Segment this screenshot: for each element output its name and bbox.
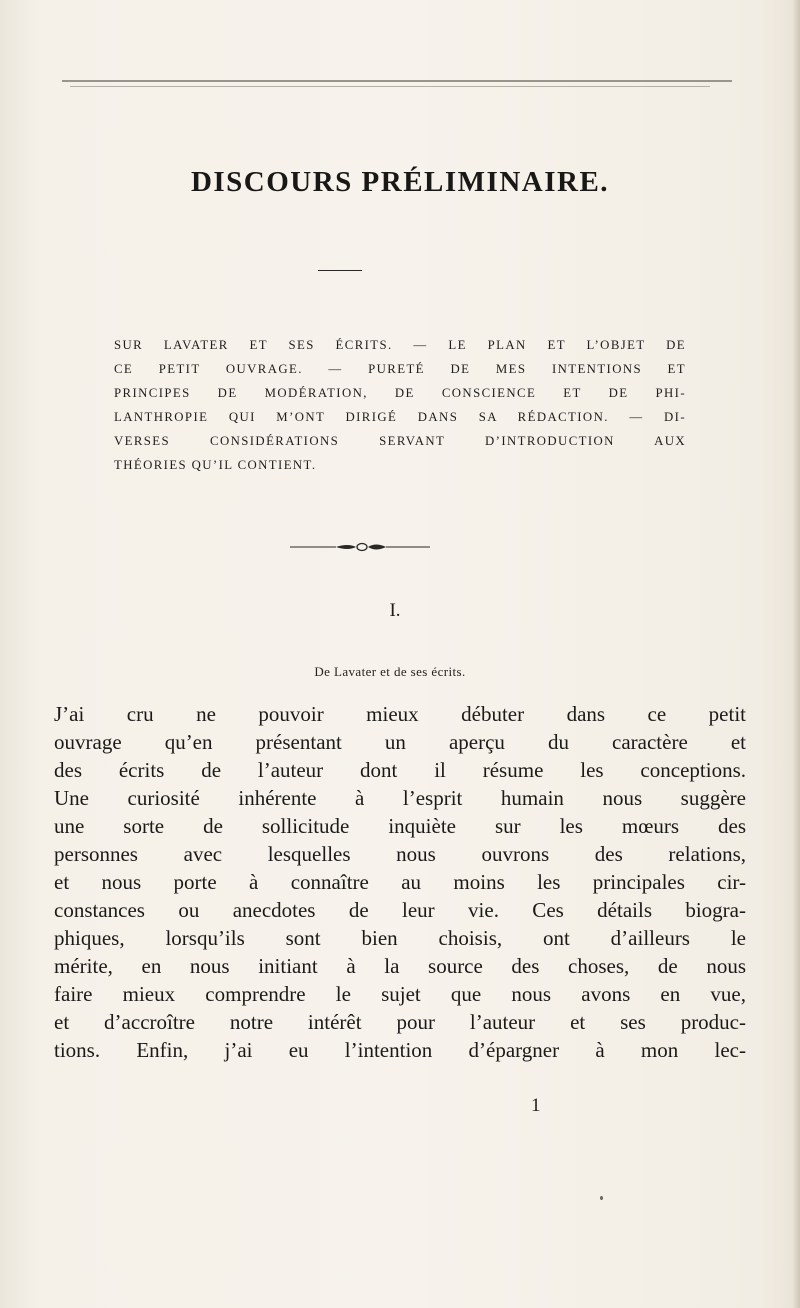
summary-line: LANTHROPIE QUI M’ONT DIRIGÉ DANS SA RÉDACTION. — DI-: [114, 410, 686, 424]
section-number: I.: [389, 600, 401, 621]
body-text-line: et d’accroître notre intérêt pour l’auteur et ses produc-: [54, 1010, 746, 1034]
summary-line: SUR LAVATER ET SES ÉCRITS. — LE PLAN ET L’OBJET DE: [114, 338, 686, 352]
body-text-line: et nous porte à connaître au moins les principales cir-: [54, 870, 746, 894]
header-double-rule-inner: [70, 86, 710, 87]
body-text-line: tions. Enfin, j’ai eu l’intention d’épargner à mon lec-: [54, 1038, 746, 1062]
ornament-divider: [290, 540, 430, 554]
body-text-line: constances ou anecdotes de leur vie. Ces détails biogra-: [54, 898, 746, 922]
section-subtitle: De Lavater et de ses écrits.: [314, 664, 466, 679]
summary-line: CE PETIT OUVRAGE. — PURETÉ DE MES INTENTIONS ET: [114, 362, 686, 376]
title-divider: [318, 270, 362, 271]
chapter-title: DISCOURS PRÉLIMINAIRE.: [190, 166, 610, 198]
ink-speck: [600, 1196, 603, 1200]
summary-line: THÉORIES QU’IL CONTIENT.: [114, 458, 317, 472]
header-double-rule: [62, 80, 732, 82]
summary-line: PRINCIPES DE MODÉRATION, DE CONSCIENCE ET DE PHI-: [114, 386, 686, 400]
body-text-line: phiques, lorsqu’ils sont bien choisis, ont d’ailleurs le: [54, 926, 746, 950]
body-text-line: faire mieux comprendre le sujet que nous avons en vue,: [54, 982, 746, 1006]
page-edge-shadow: [792, 0, 800, 1308]
body-text-line: Une curiosité inhérente à l’esprit humain nous suggère: [54, 786, 746, 810]
signature-mark: 1: [531, 1095, 541, 1116]
body-text-line: ouvrage qu’en présentant un aperçu du caractère et: [54, 730, 746, 754]
body-text-line: J’ai cru ne pouvoir mieux débuter dans ce petit: [54, 702, 746, 726]
body-text-line: une sorte de sollicitude inquiète sur les mœurs des: [54, 814, 746, 838]
body-text-line: des écrits de l’auteur dont il résume les conceptions.: [54, 758, 746, 782]
summary-line: VERSES CONSIDÉRATIONS SERVANT D’INTRODUCTION AUX: [114, 434, 686, 448]
body-text-line: personnes avec lesquelles nous ouvrons des relations,: [54, 842, 746, 866]
body-text-line: mérite, en nous initiant à la source des choses, de nous: [54, 954, 746, 978]
